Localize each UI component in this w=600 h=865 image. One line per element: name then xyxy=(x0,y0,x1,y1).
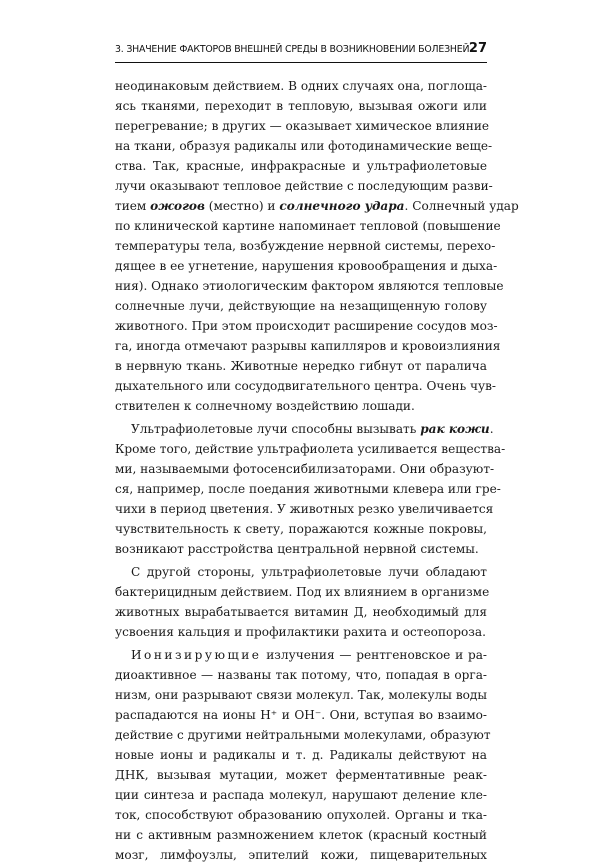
text-line: возникают расстройства центральной нервной системы. xyxy=(115,542,479,556)
text-run: излучения — рентгеновское и ра- xyxy=(261,648,487,662)
text-line: усвоения кальция и профилактики рахита и остеопороза. xyxy=(115,625,486,639)
text-line: животного. При этом происходит расширение сосудов моз- xyxy=(115,319,498,333)
text-line: ства. Так, красные, инфракрасные и ультрафиолетовые xyxy=(115,159,487,173)
text-line: чувствительность к свету, поражаются кожные покровы, xyxy=(115,522,487,536)
text-line: ясь тканями, переходит в тепловую, вызывая ожоги или xyxy=(115,99,487,113)
text-line: бактерицидным действием. Под их влиянием в организме xyxy=(115,585,490,599)
text-line: действие с другими нейтральными молекулами, образуют xyxy=(115,728,491,742)
text-line: лучи оказывают тепловое действие с последующим разви- xyxy=(115,179,493,193)
text-line: ток, способствуют образованию опухолей. Органы и тка- xyxy=(115,808,487,822)
emphasis-skin-cancer: рак кожи xyxy=(420,422,490,436)
text-run: . Солнечный удар xyxy=(404,199,519,213)
text-line: температуры тела, возбуждение нервной системы, перехо- xyxy=(115,239,496,253)
text-line: новые ионы и радикалы и т. д. Радикалы действуют на xyxy=(115,748,487,762)
spaced-term-ionizing: Ионизирующие xyxy=(131,648,262,662)
text-line: животных вырабатывается витамин Д, необходимый для xyxy=(115,605,487,619)
text-run: . xyxy=(489,422,494,436)
text-line: Кроме того, действие ультрафиолета усиливается вещества- xyxy=(115,442,506,456)
emphasis-burns: ожогов xyxy=(150,199,205,213)
text-line: по клинической картине напоминает тепловой (повышение xyxy=(115,219,501,233)
text-line: ся, например, после поедания животными клевера или гре- xyxy=(115,482,501,496)
text-line: га, иногда отмечают разрывы капилляров и кровоизлияния xyxy=(115,339,501,353)
text-line: ДНК, вызывая мутации, может ферментативные реак- xyxy=(115,768,487,782)
text-line: на ткани, образуя радикалы или фотодинамические веще- xyxy=(115,139,493,153)
running-header xyxy=(115,41,487,63)
body-text xyxy=(115,76,519,865)
text-line: дящее в ее угнетение, нарушения кровообращения и дыха- xyxy=(115,259,498,273)
text-line: дыхательного или сосудодвигательного центра. Очень чув- xyxy=(115,379,497,393)
text-line: мозг, лимфоузлы, эпителий кожи, пищеварительных xyxy=(115,848,487,862)
text-line: низм, они разрывают связи молекул. Так, молекулы воды xyxy=(115,688,487,702)
text-line: неодинаковым действием. В одних случаях она, поглоща- xyxy=(115,79,487,93)
text-line: ния). Однако этиологическим фактором являются тепловые xyxy=(115,279,504,293)
text-line: ни с активным размножением клеток (красный костный xyxy=(115,828,487,842)
text-line: С другой стороны, ультрафиолетовые лучи обладают xyxy=(131,565,487,579)
text-run: (местно) и xyxy=(204,199,280,213)
text-line: в нервную ткань. Животные нередко гибнут от паралича xyxy=(115,359,487,373)
text-line xyxy=(115,196,519,216)
text-run: тием xyxy=(115,199,151,213)
text-line: диоактивное — названы так потому, что, попадая в орга- xyxy=(115,668,487,682)
text-line: ми, называемыми фотосенсибилизаторами. Они образуют- xyxy=(115,462,495,476)
text-line: распадаются на ионы H⁺ и OH⁻. Они, вступая во взаимо- xyxy=(115,708,487,722)
page-number: 27 xyxy=(468,41,487,56)
text-line: ствителен к солнечному воздействию лошади. xyxy=(115,399,415,413)
text-line: солнечные лучи, действующие на незащищенную голову xyxy=(115,299,487,313)
text-line: ции синтеза и распада молекул, нарушают деление кле- xyxy=(115,788,487,802)
text-line: перегревание; в других — оказывает химическое влияние xyxy=(115,119,490,133)
text-run: Ультрафиолетовые лучи способны вызывать xyxy=(131,422,421,436)
emphasis-sunstroke: солнечного удара xyxy=(279,199,405,213)
chapter-title: 3. ЗНАЧЕНИЕ ФАКТОРОВ ВНЕШНЕЙ СРЕДЫ В ВОЗНИКНОВЕНИИ БОЛЕЗНЕЙ xyxy=(115,44,470,55)
text-line xyxy=(115,419,494,439)
text-line xyxy=(115,645,487,665)
text-line: чихи в период цветения. У животных резко увеличивается xyxy=(115,502,494,516)
